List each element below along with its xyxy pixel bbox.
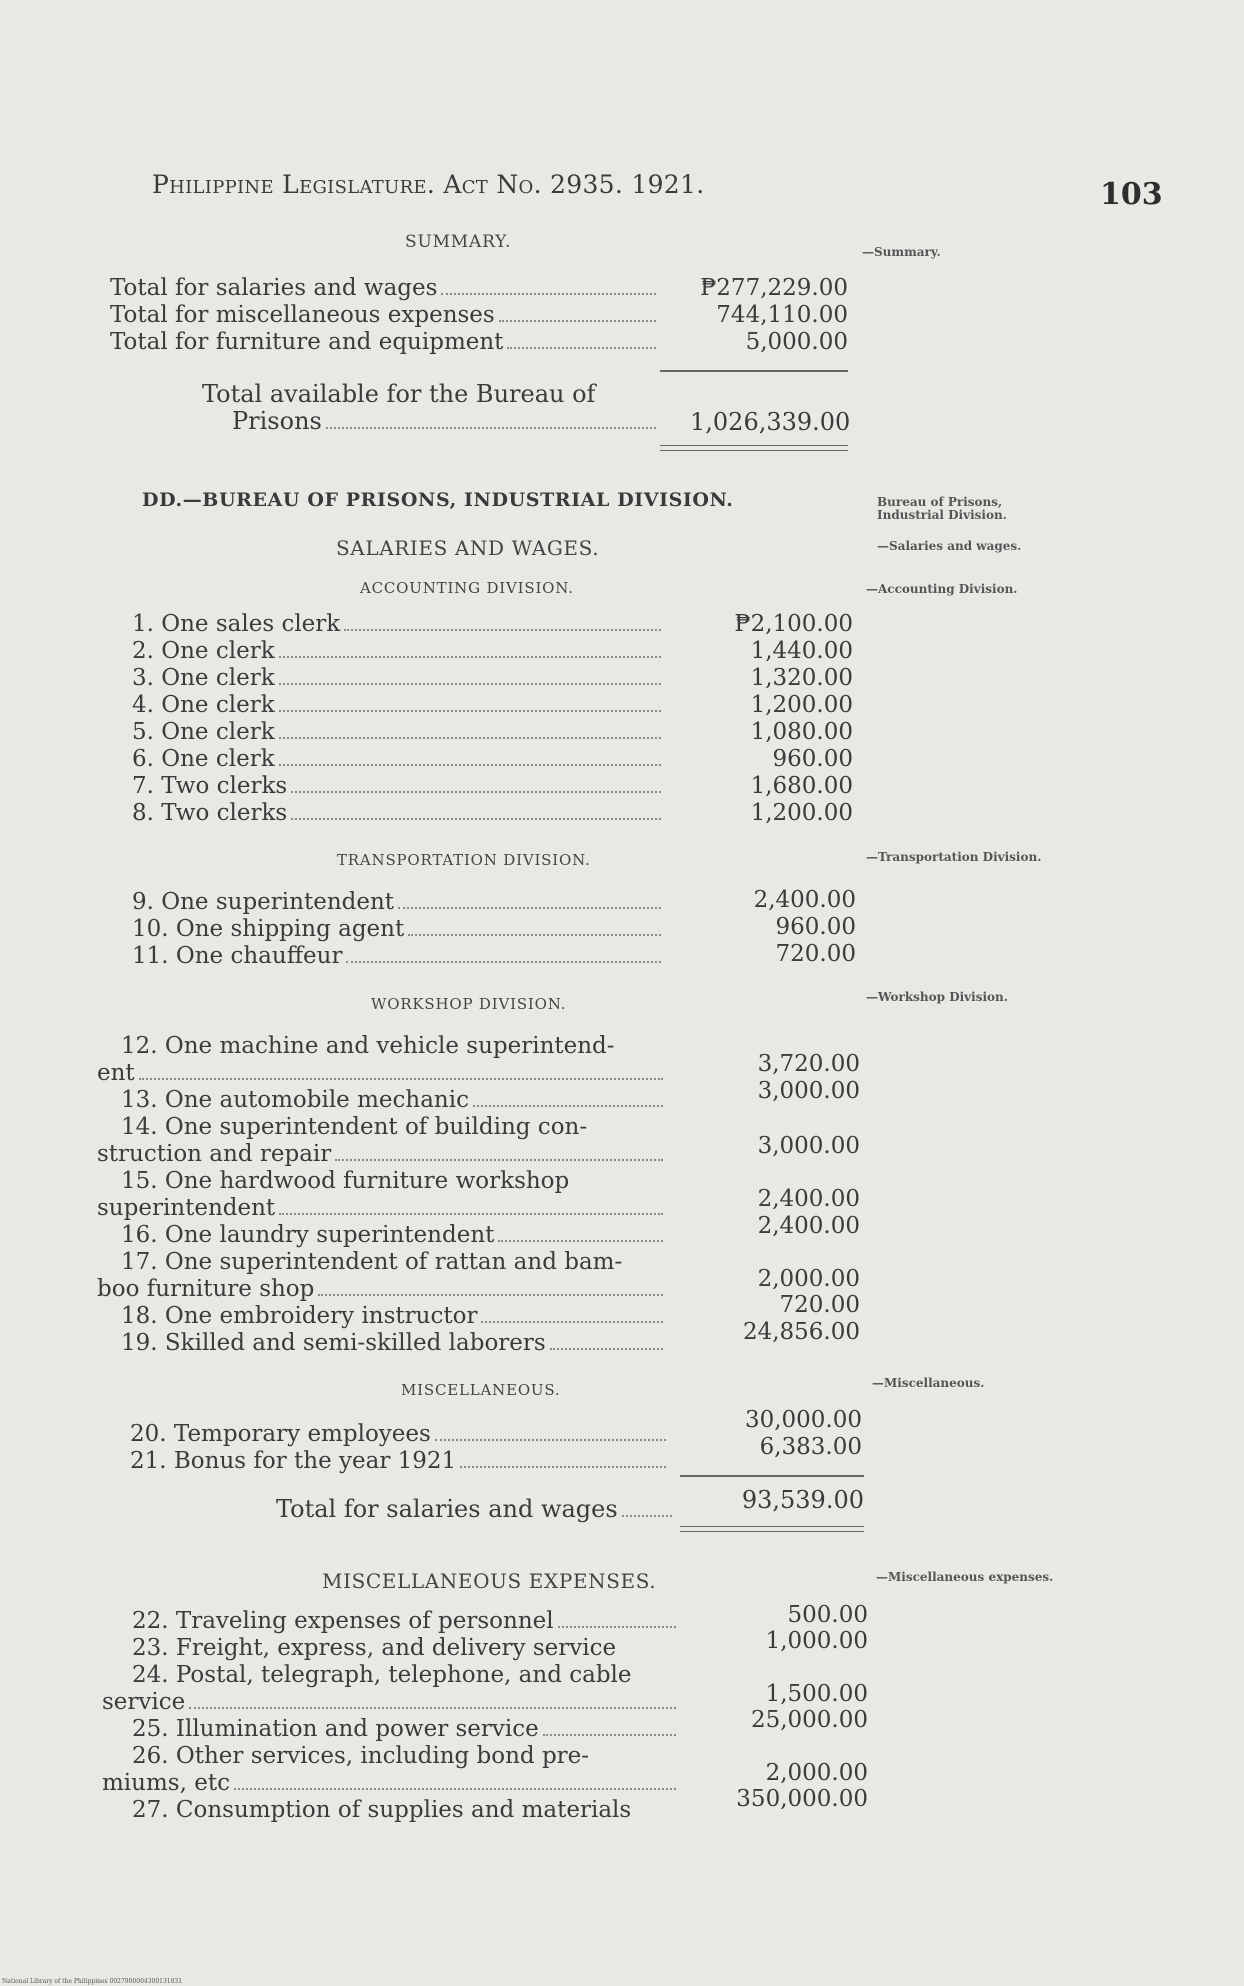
accounting-amounts xyxy=(693,611,853,827)
transportation-rows xyxy=(132,889,665,970)
amount: 3,720.00 xyxy=(757,1051,860,1077)
amount: 3,000.00 xyxy=(757,1078,860,1104)
table-row: 21. Bonus for the year 1921 xyxy=(130,1448,670,1475)
table-row: 6. One clerk xyxy=(132,746,665,773)
table-row: 5. One clerk xyxy=(132,719,665,746)
amount: 2,000.00 xyxy=(757,1266,860,1292)
accounting-side-note: —Accounting Division. xyxy=(866,582,1018,596)
salaries-total-amount: 93,539.00 xyxy=(741,1486,864,1514)
amount: 720.00 xyxy=(779,1292,860,1318)
summary-row: Total for furniture and equipment xyxy=(110,329,660,356)
table-row: 7. Two clerks xyxy=(132,773,665,800)
salaries-heading: SALARIES AND WAGES. xyxy=(336,536,600,560)
misc-expenses-rows xyxy=(102,1608,680,1824)
amount: ₱2,100.00 xyxy=(734,611,853,637)
table-row: 11. One chauffeur xyxy=(132,943,665,970)
table-row: 25. Illumination and power service xyxy=(102,1716,680,1743)
misc-expenses-heading: MISCELLANEOUS EXPENSES. xyxy=(322,1569,657,1593)
summary-heading: SUMMARY. xyxy=(405,232,512,252)
summary-total-amount: 1,026,339.00 xyxy=(690,408,851,436)
workshop-rows xyxy=(97,1033,667,1357)
table-row: ent xyxy=(97,1060,667,1087)
amount: 1,080.00 xyxy=(750,719,853,745)
amount: 1,000.00 xyxy=(765,1628,868,1654)
table-row: 16. One laundry superintendent xyxy=(97,1222,667,1249)
amount: 1,680.00 xyxy=(750,773,853,799)
amount: 5,000.00 xyxy=(745,329,848,355)
amount: 1,200.00 xyxy=(750,800,853,826)
bureau-heading: DD.—BUREAU OF PRISONS, INDUSTRIAL DIVISION. xyxy=(142,489,734,511)
bureau-side-note: Bureau of Prisons, Industrial Division. xyxy=(877,495,1007,522)
table-row: 20. Temporary employees xyxy=(130,1421,670,1448)
summary-row: Total for salaries and wages xyxy=(110,275,660,302)
workshop-side-note: —Workshop Division. xyxy=(866,990,1008,1004)
miscellaneous-side-note: —Miscellaneous. xyxy=(872,1376,985,1390)
salaries-total-label: Total for salaries and wages xyxy=(276,1496,676,1524)
table-row: miums, etc xyxy=(102,1770,680,1797)
amount: ₱277,229.00 xyxy=(700,275,848,301)
miscellaneous-amounts xyxy=(702,1407,862,1461)
accounting-rows xyxy=(132,611,665,827)
amount: 960.00 xyxy=(772,746,853,772)
amount: 2,400.00 xyxy=(757,1186,860,1212)
table-row: struction and repair xyxy=(97,1141,667,1168)
summary-amounts xyxy=(688,275,848,356)
amount: 25,000.00 xyxy=(750,1707,868,1733)
amount: 24,856.00 xyxy=(742,1319,860,1345)
table-row: 24. Postal, telegraph, telephone, and cable xyxy=(132,1662,632,1688)
table-row: 4. One clerk xyxy=(132,692,665,719)
salaries-double-rule xyxy=(680,1526,864,1532)
table-row: 23. Freight, express, and delivery service xyxy=(132,1635,617,1661)
misc-expenses-side-note: —Miscellaneous expenses. xyxy=(876,1570,1054,1584)
table-row: 17. One superintendent of rattan and bam- xyxy=(121,1249,623,1275)
amount: 720.00 xyxy=(775,941,856,967)
workshop-heading: WORKSHOP DIVISION. xyxy=(371,995,567,1013)
table-row: superintendent xyxy=(97,1195,667,1222)
table-row: 1. One sales clerk xyxy=(132,611,665,638)
miscellaneous-heading: MISCELLANEOUS. xyxy=(401,1381,561,1399)
amount: 3,000.00 xyxy=(757,1133,860,1159)
amount: 500.00 xyxy=(787,1602,868,1628)
page-number: 103 xyxy=(1100,177,1163,212)
amount: 1,440.00 xyxy=(750,638,853,664)
amount: 2,400.00 xyxy=(757,1213,860,1239)
accounting-heading: ACCOUNTING DIVISION. xyxy=(360,579,574,597)
table-row: 10. One shipping agent xyxy=(132,916,665,943)
miscellaneous-rows xyxy=(130,1421,670,1475)
table-row: service xyxy=(102,1689,680,1716)
amount: 6,383.00 xyxy=(759,1434,862,1460)
amount: 1,320.00 xyxy=(750,665,853,691)
transportation-side-note: —Transportation Division. xyxy=(866,850,1042,864)
table-row: 22. Traveling expenses of personnel xyxy=(102,1608,680,1635)
amount: 30,000.00 xyxy=(744,1407,862,1433)
summary-double-rule xyxy=(660,445,848,451)
table-row: 12. One machine and vehicle superintend- xyxy=(121,1033,615,1059)
summary-rule xyxy=(660,370,848,372)
amount: 350,000.00 xyxy=(736,1786,868,1812)
amount: 1,200.00 xyxy=(750,692,853,718)
summary-total-label-2: Prisons xyxy=(232,408,660,436)
table-row: 13. One automobile mechanic xyxy=(97,1087,667,1114)
summary-total-label-1: Total available for the Bureau of xyxy=(202,380,596,408)
transportation-amounts xyxy=(696,887,856,968)
transportation-heading: TRANSPORTATION DIVISION. xyxy=(337,851,591,869)
amount: 1,500.00 xyxy=(765,1681,868,1707)
running-title: Philippine Legislature. Act No. 2935. 1921. xyxy=(152,170,705,199)
table-row: 9. One superintendent xyxy=(132,889,665,916)
table-row: 3. One clerk xyxy=(132,665,665,692)
summary-rows xyxy=(110,275,660,356)
amount: 744,110.00 xyxy=(716,302,848,328)
summary-side-note: —Summary. xyxy=(862,245,941,259)
table-row: 26. Other services, including bond pre- xyxy=(132,1743,590,1769)
table-row: 8. Two clerks xyxy=(132,800,665,827)
table-row: 14. One superintendent of building con- xyxy=(121,1114,588,1140)
table-row: 15. One hardwood furniture workshop xyxy=(121,1168,570,1194)
table-row: boo furniture shop xyxy=(97,1276,667,1303)
misc-rule xyxy=(680,1475,864,1477)
summary-row: Total for miscellaneous expenses xyxy=(110,302,660,329)
amount: 960.00 xyxy=(775,914,856,940)
table-row: 27. Consumption of supplies and materials xyxy=(132,1797,632,1823)
table-row: 18. One embroidery instructor xyxy=(97,1303,667,1330)
amount: 2,000.00 xyxy=(765,1760,868,1786)
scan-credit: National Library of the Philippines 0027900004300131831 xyxy=(2,1978,183,1985)
table-row: 19. Skilled and semi-skilled laborers xyxy=(97,1330,667,1357)
table-row: 2. One clerk xyxy=(132,638,665,665)
salaries-side-note: —Salaries and wages. xyxy=(877,539,1022,553)
amount: 2,400.00 xyxy=(753,887,856,913)
